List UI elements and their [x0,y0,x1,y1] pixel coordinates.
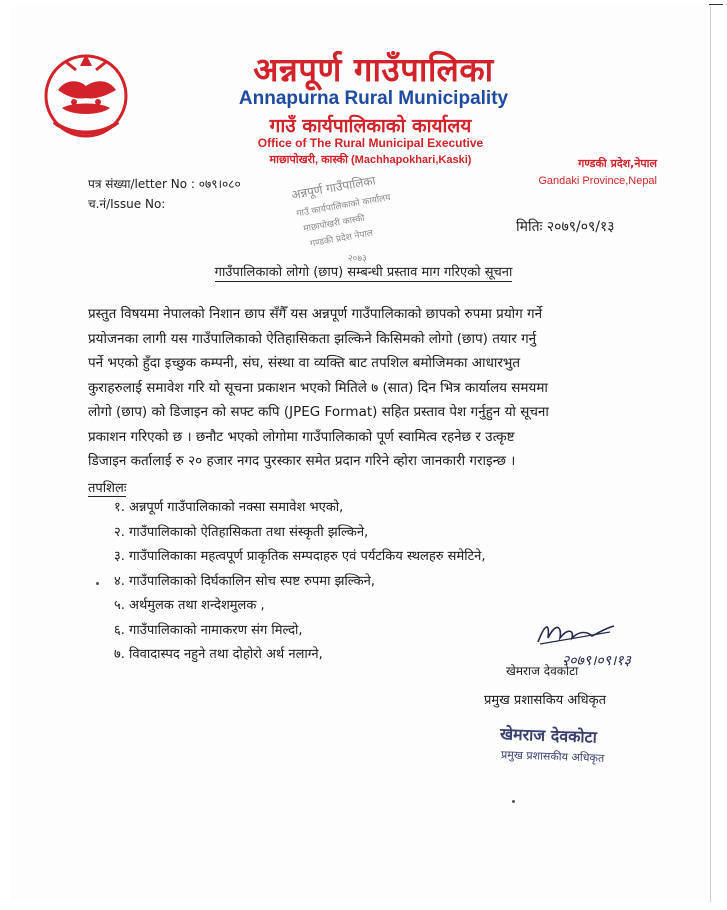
list-item: ६. गाउँपालिकाको नामाकरण संग मिल्दो, [114,622,303,638]
body-line: कुराहरुलाई समावेश गरि यो सूचना प्रकाशन भएको मितिले ७ (सात) दिन भित्र कार्यालय समयमा [88,379,548,396]
issue-number: च.नं/Issue No: [88,197,166,211]
body-line: डिजाइन कर्तालाई रु २० हजार नगद पुरस्कार समेत प्रदान गरिने व्होरा जानकारी गराइन्छ । [88,453,516,469]
subject-text: गाउँपालिकाको लोगो (छाप) सम्बन्धी प्रस्ताव माग गरिएको सूचना [214,265,513,280]
body-line: प्रयोजनका लागी यस गाउँपालिकाको ऐतिहासिकता झल्किने किसिमको लोगो (छाप) तयार गर्नु [88,330,537,347]
body-paragraph [88,302,676,474]
list-item: ४. गाउँपालिकाको दिर्घकालिन सोच स्पष्ट रुपमा झल्किने, [114,573,375,589]
org-name-english: Annapurna Rural Municipality [238,88,509,109]
list-item: १. अन्नपूर्ण गाउँपालिकाको नक्सा समावेश भएको, [114,500,344,515]
office-stamp [282,166,432,266]
scan-speck [96,582,99,585]
body-line: प्रस्तुत विषयमा नेपालको निशान छाप सँगैँ यस अन्नपूर्ण गाउँपालिकाको छापको रुपमा प्रयोग गर्ने [88,306,543,322]
list-item: ५. अर्थमुलक तथा शन्देशमुलक , [114,598,265,613]
body-line: प्रकाशन गरिएको छ । छनौट भएको लोगोमा गाउँपालिकाको पूर्ण स्वामित्व रहनेछ र उत्कृष्ट [88,428,515,445]
stamp-line-3: माछापोखरी कास्की [302,213,366,235]
province-nepali: गण्डकी प्रदेश,नेपाल [578,157,657,170]
office-name-english: Office of The Rural Municipal Executive [257,136,484,150]
details-heading-label: तपशिलः [88,481,127,496]
signature-date: २०७९।०९।१३ [562,653,631,668]
body-line: पर्ने भएको हुँदा इच्छुक कम्पनी, संघ, संस्था वा व्यक्ति बाट तपशिल बमोजिमका आधारभुत [88,355,521,371]
subject-line [0,262,727,280]
body-line: लोगो (छाप) को डिजाइन को सफ्ट कपि (JPEG Format) सहित प्रस्ताव पेश गर्नुहुन यो सूचना [88,404,549,420]
list-item: ७. विवादास्पद नहुने तथा दोहोरो अर्थ नलाग्ने, [114,647,323,662]
org-name-nepali: अन्नपूर्ण गाउँपालिका [253,50,494,89]
handwritten-signature [510,608,660,668]
list-item: ३. गाउँपालिकाका महत्वपूर्ण प्राकृतिक सम्पदाहरु एवं पर्यटकिय स्थलहरु समेटिने, [114,549,486,564]
province-english: Gandaki Province,Nepal [538,175,657,187]
seal-title: प्रमुख प्रशासकीय अधिकृत [500,748,605,765]
stamp-line-5: २०७३ [348,254,367,264]
seal-name: खेमराज देवकोटा [499,724,598,747]
signatory-name: खेमराज देवकोटा [506,664,579,678]
letter-date: मितिः २०७९/०९/१३ [516,219,615,235]
criteria-list [114,496,486,668]
stamp-line-1: अन्नपूर्ण गाउँपालिका [290,173,377,202]
stamp-line-4: गण्डकी प्रदेश नेपाल [309,228,374,250]
page-edge-mark [709,4,723,5]
list-item: २. गाउँपालिकाको ऐतिहासिकता तथा संस्कृती झल्किने, [114,524,369,540]
stamp-line-2: गाउँ कार्यपालिकाको कार्यालय [295,193,392,220]
office-address: माछापोखरी, कास्की (Machhapokhari,Kaski) [269,154,472,166]
details-heading [88,478,126,496]
scan-speck [512,800,515,803]
letter-number: पत्र संख्या/letter No : ०७९।०८० [88,177,241,191]
office-name-nepali: गाउँ कार्यपालिकाको कार्यालय [269,115,472,137]
signatory-title: प्रमुख प्रशासकिय अधिकृत [484,693,607,708]
